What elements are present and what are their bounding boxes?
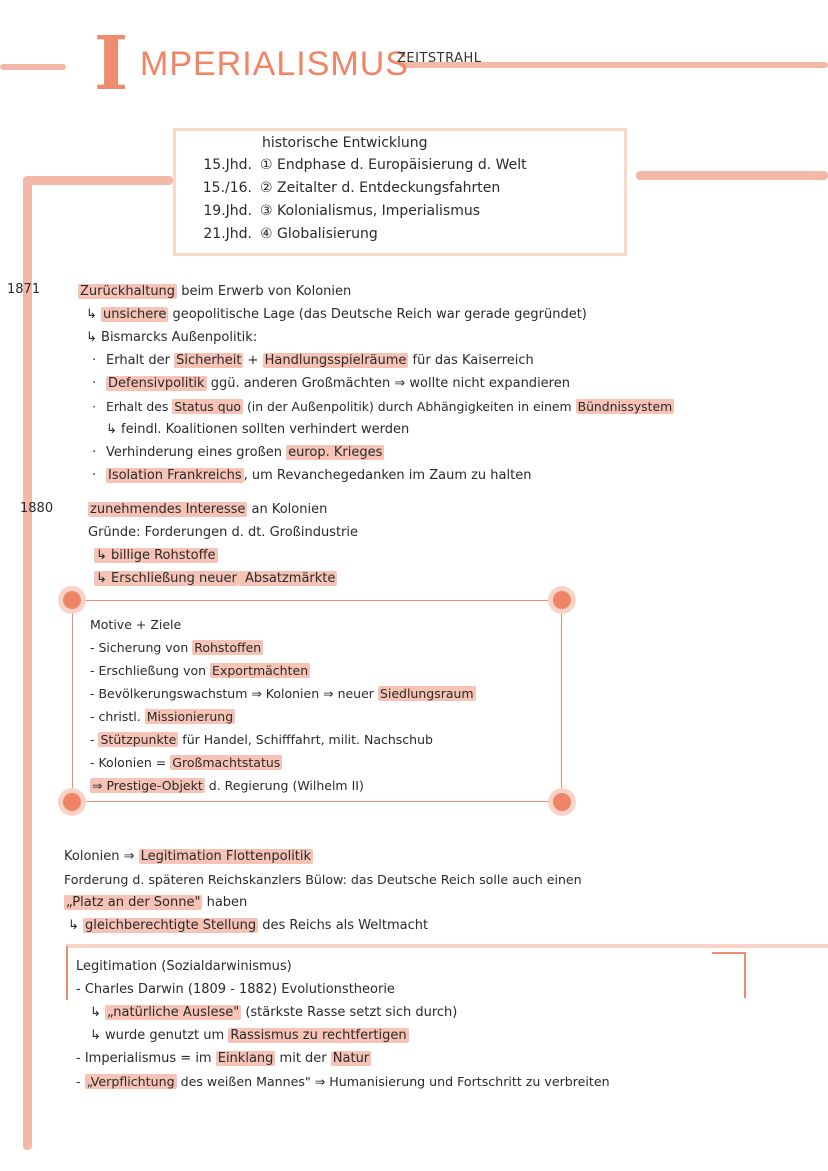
motives-heading: Motive + Ziele: [90, 617, 182, 632]
timeline-row: 19.Jhd. ③ Kolonialismus, Imperialismus: [203, 203, 481, 219]
legitimation-heading: Legitimation (Sozialdarwinismus): [76, 959, 292, 974]
corner-dot: [63, 793, 81, 811]
timeline-row: 15.Jhd. ① Endphase d. Europäisierung d. Welt: [203, 157, 527, 173]
corner-dot: [553, 793, 571, 811]
legit-left-line: [66, 946, 68, 1000]
legitimation-section: Legitimation (Sozialdarwinismus) - Charles Darwin (1809 - 1882) Evolutionstheorie ↳ „natürliche Auslese" (stärkste Rasse setzt sich durch) ↳ wurde genutzt um Rassismus zu rechtfertigen - Imperialismus = im Einklang mit der Natur - „Verpflichtung des weißen Mannes" ⇒ Humanisierung und Fortschritt zu verbreiten: [76, 955, 776, 1093]
title-initial: I: [93, 21, 129, 107]
page-title: MPERIALISMUS: [140, 45, 409, 83]
page-subtitle: ZEITSTRAHL: [397, 51, 482, 66]
timeline-box: [173, 128, 627, 256]
header-line-left: [0, 64, 66, 70]
section-1880: zunehmendes Interesse an Kolonien Gründe: Forderungen d. dt. Großindustrie ↳ billige Rohstoffe ↳ Erschließung neuer Absatzmärkte: [88, 502, 359, 586]
fleet-section: Kolonien ⇒ Legitimation Flottenpolitik Forderung d. späteren Reichskanzlers Bülow: das Deutsche Reich solle auch einen „Platz an der Sonne" haben ↳ gleichberechtigte Stellung des Reichs als Weltmacht: [64, 849, 582, 933]
year-1871: 1871: [7, 282, 41, 297]
timeline-row: 15./16. ② Zeitalter d. Entdeckungsfahrten: [202, 180, 501, 196]
legit-corner-h: [712, 952, 746, 954]
timeline-top-connector: [23, 176, 173, 185]
motives-list: Motive + Ziele - Sicherung von Rohstoffen - Erschließung von Exportmächten - Bevölkerungswachstum ⇒ Kolonien ⇒ neuer Siedlungsraum - christl. Missionierung - Stützpunkte für Handel, Schifffahrt, milit. Nachschub - Kolonien = Großmachtstatus ⇒ Prestige-Objekt d. Regierung (Wilhelm II): [90, 613, 550, 797]
legit-top-line: [66, 944, 828, 948]
timeline-heading: historische Entwicklung: [262, 135, 428, 151]
corner-dot: [63, 591, 81, 609]
year-1880: 1880: [20, 501, 54, 516]
timeline-vertical-line: [23, 178, 32, 1150]
corner-dot: [553, 591, 571, 609]
timeline-row: 21.Jhd. ④ Globalisierung: [203, 226, 378, 242]
timeline-right-connector: [636, 171, 828, 180]
section-1871: Zurückhaltung beim Erwerb von Kolonien ↳ unsichere geopolitische Lage (das Deutsche Reich war gerade gegründet) ↳ Bismarcks Außenpolitik: · Erhalt der Sicherheit + Handlungsspielräume für das Kaiserreich · Defensivpolitik ggü. anderen Großmächten ⇒ wollte nicht expandieren · Erhalt des Status quo (in der Außenpolitik) durch Abhängigkeiten in einem Bündnissystem ↳ feindl. Koalitionen sollten verhindert werden · Verhinderung eines großen europ. Krieges · Isolation Frankreichs , um Revanchegedanken im Zaum zu halten: [80, 284, 673, 483]
